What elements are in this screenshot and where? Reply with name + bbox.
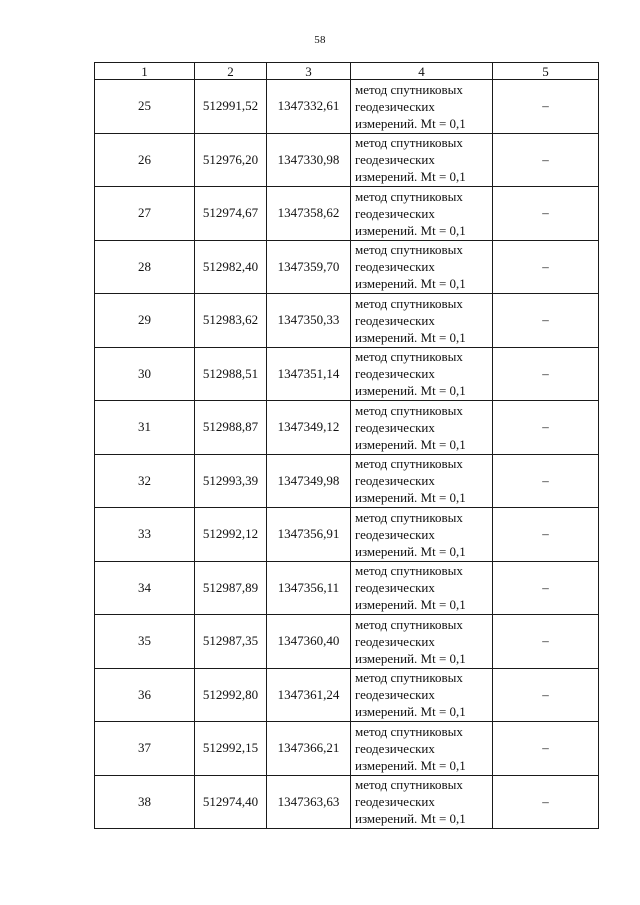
method-cell (351, 668, 493, 722)
table-row (95, 187, 599, 241)
point-number-cell: 33 (95, 508, 195, 562)
table-row (95, 775, 599, 829)
note-cell: – (493, 240, 599, 294)
note-cell: – (493, 133, 599, 187)
point-number-cell: 25 (95, 80, 195, 134)
x-coordinate-cell: 512992,80 (195, 668, 267, 722)
header-col-1: 1 (95, 63, 195, 80)
y-coordinate-cell: 1347350,33 (267, 294, 351, 348)
method-cell (351, 240, 493, 294)
method-line: метод спутниковых (355, 135, 463, 151)
y-coordinate-cell: 1347363,63 (267, 775, 351, 829)
method-cell (351, 722, 493, 776)
y-coordinate-cell: 1347332,61 (267, 80, 351, 134)
x-coordinate-cell: 512983,62 (195, 294, 267, 348)
method-line: метод спутниковых (355, 188, 463, 204)
point-number-cell: 37 (95, 722, 195, 776)
method-line: геодезических (355, 740, 435, 756)
method-line: геодезических (355, 794, 435, 810)
point-number-cell: 27 (95, 187, 195, 241)
method-line: измерений. Mt = 0,1 (355, 811, 466, 827)
method-cell (351, 615, 493, 669)
method-line: измерений. Mt = 0,1 (355, 329, 466, 345)
note-cell: – (493, 615, 599, 669)
method-line: измерений. Mt = 0,1 (355, 757, 466, 773)
x-coordinate-cell: 512992,15 (195, 722, 267, 776)
note-cell: – (493, 775, 599, 829)
table-body (95, 80, 599, 829)
method-cell (351, 294, 493, 348)
x-coordinate-cell: 512982,40 (195, 240, 267, 294)
page-number: 58 (314, 34, 326, 46)
header-col-5: 5 (493, 63, 599, 80)
method-cell (351, 347, 493, 401)
y-coordinate-cell: 1347356,11 (267, 561, 351, 615)
note-cell: – (493, 187, 599, 241)
method-line: геодезических (355, 98, 435, 114)
method-line: метод спутниковых (355, 402, 463, 418)
header-col-3: 3 (267, 63, 351, 80)
point-number-cell: 32 (95, 454, 195, 508)
note-cell: – (493, 454, 599, 508)
method-line: измерений. Mt = 0,1 (355, 490, 466, 506)
method-line: измерений. Mt = 0,1 (355, 383, 466, 399)
table-row (95, 401, 599, 455)
x-coordinate-cell: 512974,40 (195, 775, 267, 829)
method-line: измерений. Mt = 0,1 (355, 704, 466, 720)
method-cell (351, 401, 493, 455)
x-coordinate-cell: 512987,35 (195, 615, 267, 669)
point-number-cell: 31 (95, 401, 195, 455)
method-line: метод спутниковых (355, 81, 463, 97)
method-cell (351, 454, 493, 508)
x-coordinate-cell: 512974,67 (195, 187, 267, 241)
table-header (95, 63, 599, 80)
y-coordinate-cell: 1347366,21 (267, 722, 351, 776)
table-row (95, 454, 599, 508)
table-row (95, 294, 599, 348)
method-line: измерений. Mt = 0,1 (355, 169, 466, 185)
point-number-cell: 28 (95, 240, 195, 294)
x-coordinate-cell: 512991,52 (195, 80, 267, 134)
point-number-cell: 34 (95, 561, 195, 615)
method-line: измерений. Mt = 0,1 (355, 276, 466, 292)
header-col-2: 2 (195, 63, 267, 80)
method-line: измерений. Mt = 0,1 (355, 436, 466, 452)
table-row (95, 80, 599, 134)
x-coordinate-cell: 512976,20 (195, 133, 267, 187)
method-line: метод спутниковых (355, 616, 463, 632)
table-row (95, 240, 599, 294)
note-cell: – (493, 722, 599, 776)
point-number-cell: 30 (95, 347, 195, 401)
method-line: измерений. Mt = 0,1 (355, 543, 466, 559)
x-coordinate-cell: 512993,39 (195, 454, 267, 508)
point-number-cell: 35 (95, 615, 195, 669)
y-coordinate-cell: 1347330,98 (267, 133, 351, 187)
point-number-cell: 26 (95, 133, 195, 187)
table-row (95, 615, 599, 669)
x-coordinate-cell: 512988,51 (195, 347, 267, 401)
method-cell (351, 187, 493, 241)
method-line: геодезических (355, 633, 435, 649)
method-cell (351, 561, 493, 615)
table-row (95, 133, 599, 187)
header-row (95, 63, 599, 80)
y-coordinate-cell: 1347351,14 (267, 347, 351, 401)
table-row (95, 668, 599, 722)
y-coordinate-cell: 1347358,62 (267, 187, 351, 241)
method-line: геодезических (355, 366, 435, 382)
method-cell (351, 508, 493, 562)
method-line: геодезических (355, 312, 435, 328)
point-number-cell: 38 (95, 775, 195, 829)
y-coordinate-cell: 1347360,40 (267, 615, 351, 669)
method-line: геодезических (355, 259, 435, 275)
note-cell: – (493, 80, 599, 134)
method-line: метод спутниковых (355, 456, 463, 472)
method-line: метод спутниковых (355, 295, 463, 311)
y-coordinate-cell: 1347356,91 (267, 508, 351, 562)
method-line: измерений. Mt = 0,1 (355, 597, 466, 613)
x-coordinate-cell: 512992,12 (195, 508, 267, 562)
method-line: геодезических (355, 419, 435, 435)
header-col-4: 4 (351, 63, 493, 80)
table-row (95, 722, 599, 776)
method-line: измерений. Mt = 0,1 (355, 115, 466, 131)
y-coordinate-cell: 1347349,12 (267, 401, 351, 455)
table-row (95, 347, 599, 401)
y-coordinate-cell: 1347359,70 (267, 240, 351, 294)
method-line: геодезических (355, 580, 435, 596)
note-cell: – (493, 294, 599, 348)
method-line: геодезических (355, 526, 435, 542)
method-line: геодезических (355, 205, 435, 221)
method-cell (351, 133, 493, 187)
coordinates-table (94, 62, 599, 829)
method-line: метод спутниковых (355, 349, 463, 365)
note-cell: – (493, 347, 599, 401)
table-row (95, 508, 599, 562)
note-cell: – (493, 668, 599, 722)
method-line: геодезических (355, 687, 435, 703)
method-line: геодезических (355, 473, 435, 489)
method-cell (351, 80, 493, 134)
method-line: метод спутниковых (355, 242, 463, 258)
x-coordinate-cell: 512987,89 (195, 561, 267, 615)
method-line: метод спутниковых (355, 723, 463, 739)
method-line: метод спутниковых (355, 670, 463, 686)
note-cell: – (493, 401, 599, 455)
method-line: метод спутниковых (355, 563, 463, 579)
note-cell: – (493, 561, 599, 615)
point-number-cell: 29 (95, 294, 195, 348)
method-cell (351, 775, 493, 829)
method-line: измерений. Mt = 0,1 (355, 650, 466, 666)
table-row (95, 561, 599, 615)
x-coordinate-cell: 512988,87 (195, 401, 267, 455)
y-coordinate-cell: 1347361,24 (267, 668, 351, 722)
point-number-cell: 36 (95, 668, 195, 722)
y-coordinate-cell: 1347349,98 (267, 454, 351, 508)
method-line: измерений. Mt = 0,1 (355, 222, 466, 238)
note-cell: – (493, 508, 599, 562)
method-line: геодезических (355, 152, 435, 168)
method-line: метод спутниковых (355, 509, 463, 525)
method-line: метод спутниковых (355, 777, 463, 793)
